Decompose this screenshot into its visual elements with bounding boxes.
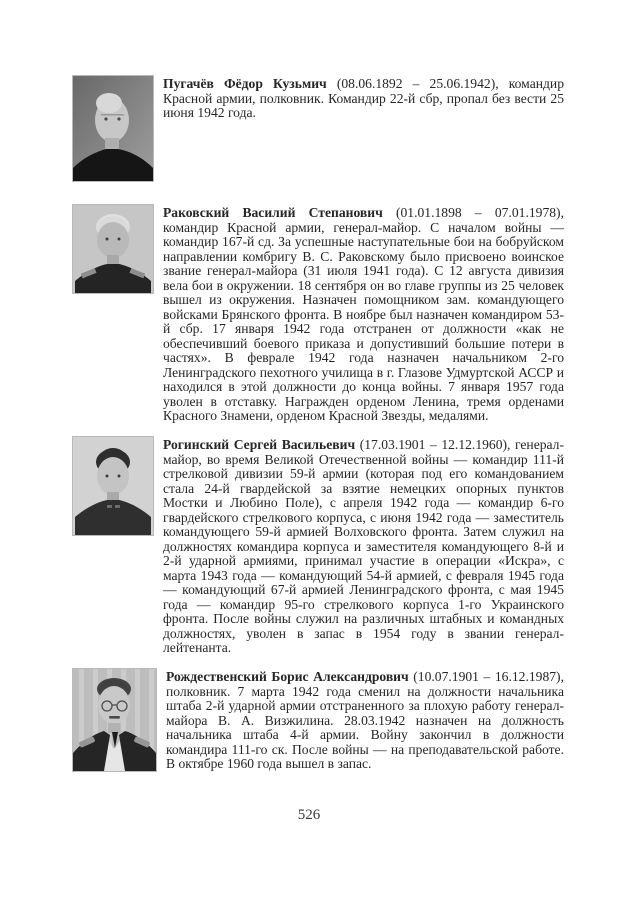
entry-name: Раковский Василий Степанович <box>163 205 383 220</box>
entry-dates: (01.01.1898 – 07.01.1978) <box>395 205 561 220</box>
entry-name: Рогинский Сергей Васильевич <box>163 437 356 452</box>
entry-text <box>163 204 564 424</box>
entry-bio: , командир Красной армии, генерал-майор. С началом войны — командир 167-й сд. За успешные наступательные бои на бобруйском направлении комбригу В. С. Раковскому было присвоено воинское звание генерал-майора (31 июля 1941 года). С 12 августа дивизия вела бои в окружении. 18 сентября он во главе группы из 25 человек вышел из окружения. Назначен помощником зам. командующего войсками Брянского фронта. В ноябре был назначен командиром 53-й сбр. 17 января 1942 года отстранен от должности «как не обеспечивший боевого приказа и допустивший большие потери в частях». В феврале 1942 года назначен начальником 2-го Ленинградского пехотного училища в г. Глазове Удмуртской АССР и находился в этой должности до конца войны. 7 января 1957 года уволен в отставку. Награжден орденом Ленина, тремя орденами Красного Знамени, орденом Красной Звезды, медалями. <box>163 205 564 423</box>
photo-frame <box>72 75 154 182</box>
photo-frame <box>72 204 154 294</box>
biography-entry <box>72 436 564 656</box>
entry-bio: , генерал-майор, во время Великой Отечественной войны — командир 111-й стрелковой дивизии 59-й армии (которая под его командованием стала 24-й гвардейской за взятие немецких опорных пунктов Мостки и Любино Поле), с апреля 1942 года — командир 6-го гвардейского стрелкового корпуса, с июня 1942 года — заместитель командующего 59-й армией Волховского фронта. Затем служил на должностях командира корпуса и заместителя командующего 8-й и 2-й ударной армиями, принимал участие в операции «Искра», с марта 1943 года — командующий 54-й армией, с февраля 1945 года — командующий 67-й армией Ленинградского фронта, с мая 1945 года — командир 95-го стрелкового корпуса 1-го Украинского фронта. После войны служил на различных штабных и командных должностях, уволен в запас в 1954 году в звании генерал-лейтенанта. <box>163 437 564 655</box>
biography-entry <box>72 204 564 424</box>
page-number: 526 <box>297 807 321 823</box>
entry-text <box>166 668 564 772</box>
entry-dates: (17.03.1901 – 12.12.1960) <box>359 437 508 452</box>
entry-name: Рождественский Борис Александрович <box>166 669 409 684</box>
entry-bio: , командир Красной армии, полковник. Командир 22-й сбр, пропал без вести 25 июня 1942 года. <box>163 76 564 120</box>
entry-dates: (10.07.1901 – 16.12.1987) <box>413 669 561 684</box>
photo-frame <box>72 436 154 536</box>
entry-text <box>163 75 564 121</box>
entry-bio: , полковник. 7 марта 1942 года сменил на должности начальника штаба 2-й ударной армии отстраненного за плохую работу генерал-майора В. А. Визжилина. 28.03.1942 назначен на должность начальника штаба 4-й армии. Войну закончил в должности командира 111-го ск. После войны — на преподавательской работе. В октябре 1960 года вышел в запас. <box>166 669 564 771</box>
portrait-rakovsky-photo <box>73 205 153 293</box>
biography-entry <box>72 668 564 772</box>
entry-dates: (08.06.1892 – 25.06.1942) <box>336 76 496 91</box>
portrait-rozhdestvensky-photo <box>73 669 156 771</box>
photo-frame <box>72 668 157 772</box>
biography-entry <box>72 75 564 182</box>
entry-text <box>163 436 564 656</box>
portrait-roginsky-photo <box>73 437 153 535</box>
entry-name: Пугачёв Фёдор Кузьмич <box>163 76 327 91</box>
portrait-pugachev-photo <box>73 76 153 181</box>
